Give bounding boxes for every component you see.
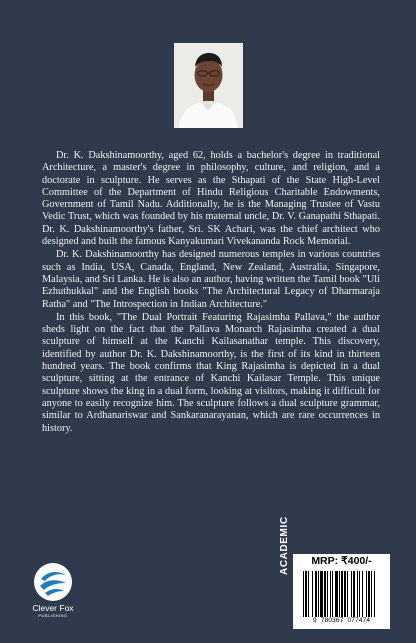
bio-paragraph: Dr. K. Dakshinamoorthy, aged 62, holds a bachelor's degree in traditional Architecture, a master's degree in philosophy, culture, and religion, and a doctorate in sculpture. He serves as the Sthapati of the State High-Level Committee of the Department of Hindu Religious Charitable Endowments, Government of Tamil Nadu. Additionally, he is the Managing Trustee of Vastu Vedic Trust, which was founded by his maternal uncle, Dr. V. Ganapathi Sthapati. Dr. K. Dakshinamoorthy's father, Sri. SK Achari, was the chief architect who designed and built the famous Kanyakumari Vivekananda Rock Memorial. <box>42 150 380 248</box>
publisher-name: Clever Fox <box>32 603 74 613</box>
barcode-bar <box>312 571 313 617</box>
category-label: ACADEMIC <box>279 516 290 575</box>
barcode-bar <box>339 571 340 617</box>
barcode-bar <box>303 571 304 617</box>
barcode-bar <box>318 571 319 617</box>
price-label: MRP: ₹400/- <box>311 555 372 567</box>
author-photo <box>174 43 243 128</box>
barcode-bar <box>341 571 343 617</box>
isbn-digit-group: 780367 <box>320 617 344 624</box>
barcode-bar <box>347 571 348 617</box>
barcode-bar <box>315 571 317 617</box>
barcode-bar <box>371 571 372 617</box>
barcode-bar <box>353 571 355 617</box>
barcode-bar <box>308 571 309 617</box>
barcode-bar <box>324 571 326 617</box>
barcode-bar <box>305 571 307 617</box>
isbn-barcode <box>303 571 380 617</box>
barcode-bar <box>320 571 323 617</box>
author-bio <box>42 150 380 435</box>
barcode-bar <box>362 571 363 617</box>
barcode-bar <box>351 571 352 617</box>
barcode-bar <box>335 571 338 617</box>
barcode-bar <box>327 571 328 617</box>
barcode-bar <box>368 571 370 617</box>
clever-fox-logo-icon <box>33 562 73 602</box>
bio-paragraph: Dr. K. Dakshinamoorthy has designed numerous temples in various countries such as India, USA, Canada, England, New Zealand, Australia, Singapore, Malaysia, and Sri Lanka. He is also an author, having written the Tamil book "Uli Ezhuthukkal" and the English books "The Architectural Legacy of Dharmaraja Ratha" and "The Introspection in Indian Architecture." <box>42 249 380 310</box>
barcode-bar <box>374 571 375 617</box>
barcode-bar <box>366 571 367 617</box>
publisher-sub: PUBLISHING <box>38 613 68 618</box>
isbn-digit-group: 077474 <box>347 617 371 624</box>
barcode-bar <box>344 571 346 617</box>
bio-paragraph: In this book, "The Dual Portrait Featuring Rajasimha Pallava," the author sheds light on the fact that the Pallava Monarch Rajasimha created a dual sculpture of himself at the Kanchi Kailasanathar temple. This discovery, identified by author Dr. K. Dakshinamoorthy, is the first of its kind in thirteen hundred years. The book confirms that King Rajasimha is depicted in a dual sculpture, sitting at the entrance of Kanchi Kailasar Temple. This unique sculpture shows the king in a dual form, looking at visitors, making it difficult for anyone to easily recognize him. The sculpture follows a dual sculpture grammar, similar to Ardhanariswar and Sankaranarayanan, which are rare occurrences in history. <box>42 311 380 434</box>
barcode-bar <box>359 571 360 617</box>
isbn-digits <box>293 617 390 624</box>
publisher-logo <box>30 562 76 624</box>
barcode-panel <box>293 554 390 629</box>
barcode-bar <box>332 571 333 617</box>
isbn-digit-group: 9 <box>312 617 317 624</box>
barcode-bar <box>357 571 358 617</box>
barcode-bar <box>330 571 331 617</box>
